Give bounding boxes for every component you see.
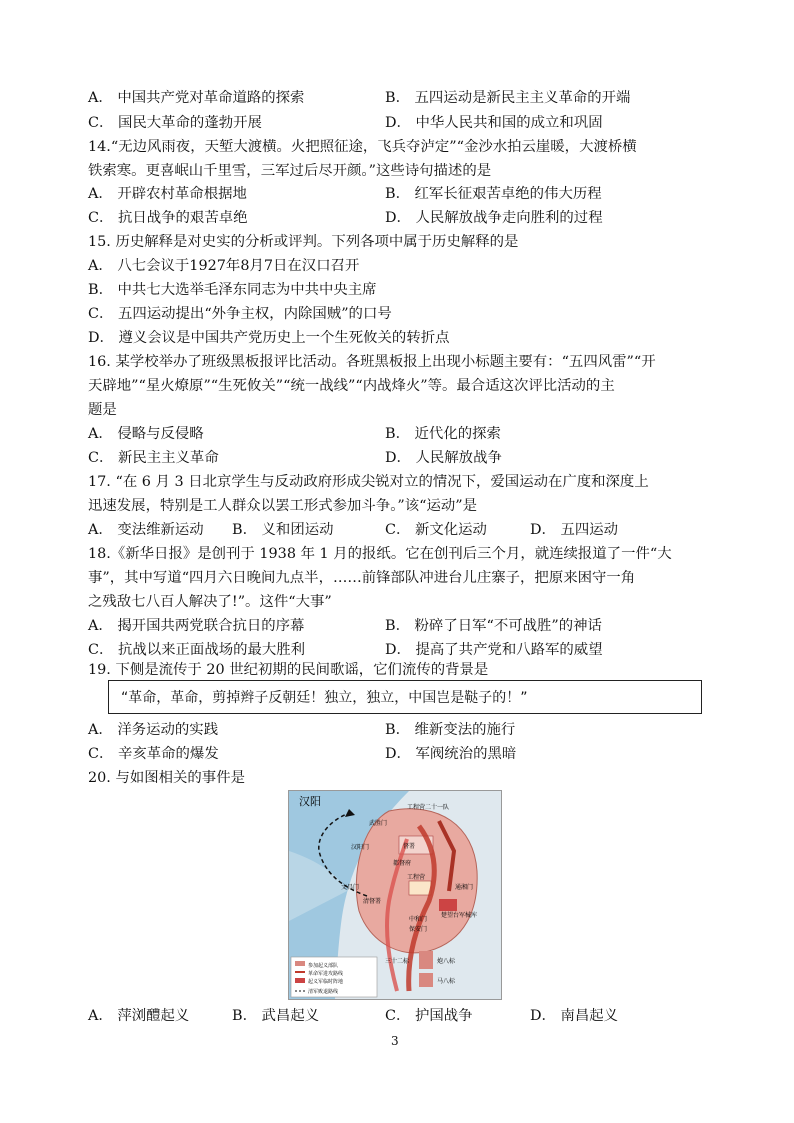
q13-option-d: D． 中华人民共和国的成立和巩固 bbox=[385, 115, 603, 131]
q17-option-d: D． 五四运动 bbox=[530, 522, 619, 538]
map-label-12: 三十二标 bbox=[385, 958, 410, 965]
page-number: 3 bbox=[391, 1034, 399, 1048]
q14-stem-line-2: 铁索寒。更喜岷山千里雪，三军过后尽开颜。”这些诗句描述的是 bbox=[88, 163, 492, 179]
map-label-11: 保安门 bbox=[409, 926, 428, 933]
q13-option-b: B． 五四运动是新民主主义革命的开端 bbox=[385, 90, 631, 106]
q18-option-a: A． 揭开国共两党联合抗日的序幕 bbox=[88, 618, 305, 634]
q19-option-c: C． 辛亥革命的爆发 bbox=[88, 746, 219, 762]
q15-stem: 15. 历史解释是对史实的分析或评判。下列各项中属于历史解释的是 bbox=[88, 234, 519, 250]
q13-option-a: A． 中国共产党对革命道路的探索 bbox=[88, 90, 305, 106]
q17-option-a: A． 变法维新运动 bbox=[88, 522, 204, 538]
map-label-2: 汉阳门 bbox=[351, 844, 370, 851]
q15-option-a: A． 八七会议于1927年8月7日在汉口召开 bbox=[88, 258, 360, 274]
q16-option-a: A． 侵略与反侵略 bbox=[88, 426, 204, 442]
q18-stem-line-1: 18.《新华日报》是创刊于 1938 年 1 月的报纸。它在创刊后三个月，就连续报道了一件“大 bbox=[88, 546, 672, 562]
map-position-8 bbox=[419, 973, 433, 987]
map-title: 汉阳 bbox=[299, 795, 321, 808]
q20-option-a: A． 萍浏醴起义 bbox=[88, 1008, 190, 1024]
q16-option-d: D． 人民解放战争 bbox=[385, 450, 502, 466]
q17-stem-line-2: 迅速发展，特别是工人群众以罢工形式参加斗争。”该“运动”是 bbox=[88, 498, 478, 514]
q19-option-a: A． 洋务运动的实践 bbox=[88, 722, 219, 738]
q13-option-c: C． 国民大革命的蓬勃开展 bbox=[88, 115, 262, 131]
map-label-9: 楚望台军械库 bbox=[441, 912, 478, 919]
q20-stem: 20. 与如图相关的事件是 bbox=[88, 770, 245, 786]
q20-option-b: B． 武昌起义 bbox=[232, 1008, 320, 1024]
map-label-3: 督署 bbox=[403, 843, 416, 850]
q16-stem-line-1: 16. 某学校举办了班级黑板报评比活动。各班黑板报上出现小标题主要有：“五四风雷”“开 bbox=[88, 354, 656, 370]
legend-swatch-1 bbox=[295, 961, 305, 966]
q19-option-d: D． 军阀统治的黑暗 bbox=[385, 746, 517, 762]
wuchang-uprising-map bbox=[288, 790, 502, 1000]
legend-label-2: 起义军临时阵地 bbox=[308, 979, 344, 985]
q18-stem-line-3: 之残敌七八百人解决了!”。这件“大事” bbox=[88, 594, 332, 610]
q15-option-c: C． 五四运动提出“外争主权，内除国贼”的口号 bbox=[88, 306, 392, 322]
map-label-6: 清督署 bbox=[363, 898, 382, 905]
map-graphic bbox=[289, 791, 501, 999]
q19-quote-box bbox=[108, 680, 702, 714]
q14-option-c: C． 抗日战争的艰苦卓绝 bbox=[88, 210, 248, 226]
map-label-13: 炮八标 bbox=[437, 958, 456, 965]
map-engineer-camp bbox=[409, 881, 431, 895]
map-label-1: 武胜门 bbox=[369, 820, 388, 827]
q18-stem-line-2: 事”，其中写道“四月六日晚间九点半，……前锋部队冲进台儿庄寨子，把原来困守一角 bbox=[88, 570, 636, 586]
map-position-32 bbox=[419, 951, 433, 969]
q16-stem-line-3: 题是 bbox=[88, 402, 117, 418]
q17-stem-line-1: 17. “在 6 月 3 日北京学生与反动政府形成尖锐对立的情况下，爱国运动在广度和深度上 bbox=[88, 474, 649, 490]
q15-option-d: D． 遵义会议是中国共产党历史上一个生死攸关的转折点 bbox=[88, 330, 450, 346]
q19-stem: 19. 下侧是流传于 20 世纪初期的民间歌谣，它们流传的背景是 bbox=[88, 662, 489, 678]
q16-option-c: C． 新民主主义革命 bbox=[88, 450, 219, 466]
q14-option-a: A． 开辟农村革命根据地 bbox=[88, 186, 247, 202]
q18-option-c: C． 抗战以来正面战场的最大胜利 bbox=[88, 642, 306, 658]
q17-option-c: C． 新文化运动 bbox=[385, 522, 487, 538]
q20-option-c: C． 护国战争 bbox=[385, 1008, 473, 1024]
q18-option-b: B． 粉碎了日军“不可战胜”的神话 bbox=[385, 618, 602, 634]
map-label-14: 马八标 bbox=[437, 978, 456, 985]
map-label-4: 文昌门 bbox=[341, 884, 360, 891]
q19-quote-text: “革命，革命，剪掉辫子反朝廷！独立，独立，中国岂是鞑子的！” bbox=[121, 690, 528, 706]
legend-swatch-3 bbox=[295, 978, 305, 983]
legend-label-1: 革命军进攻路线 bbox=[308, 971, 344, 977]
q16-stem-line-2: 天辟地”“星火燎原”“生死攸关”“统一战线”“内战烽火”等。最合适这次评比活动的主 bbox=[88, 378, 615, 394]
q20-option-d: D． 南昌起义 bbox=[530, 1008, 619, 1024]
map-label-10: 中和门 bbox=[409, 916, 428, 923]
q19-option-b: B． 维新变法的施行 bbox=[385, 722, 516, 738]
q14-stem-line-1: 14.“无边风雨夜，天堑大渡横。火把照征途，飞兵夺泸定”“金沙水拍云崖暖，大渡桥横 bbox=[88, 139, 637, 155]
q18-option-d: D． 提高了共产党和八路军的威望 bbox=[385, 642, 603, 658]
map-armory bbox=[439, 899, 457, 911]
q15-option-b: B． 中共七大选举毛泽东同志为中共中央主席 bbox=[88, 282, 377, 298]
q14-option-d: D． 人民解放战争走向胜利的过程 bbox=[385, 210, 603, 226]
map-label-5: 都督府 bbox=[393, 860, 412, 867]
map-label-0: 工程营二十一队 bbox=[407, 804, 450, 811]
q14-option-b: B． 红军长征艰苦卓绝的伟大历程 bbox=[385, 186, 602, 202]
legend-label-3: 清军败退路线 bbox=[308, 989, 339, 995]
map-label-8: 通湘门 bbox=[455, 884, 474, 891]
q17-option-b: B． 义和团运动 bbox=[232, 522, 334, 538]
legend-label-0: 参加起义部队 bbox=[308, 963, 339, 969]
map-label-7: 工程营 bbox=[407, 874, 426, 881]
q16-option-b: B． 近代化的探索 bbox=[385, 426, 501, 442]
